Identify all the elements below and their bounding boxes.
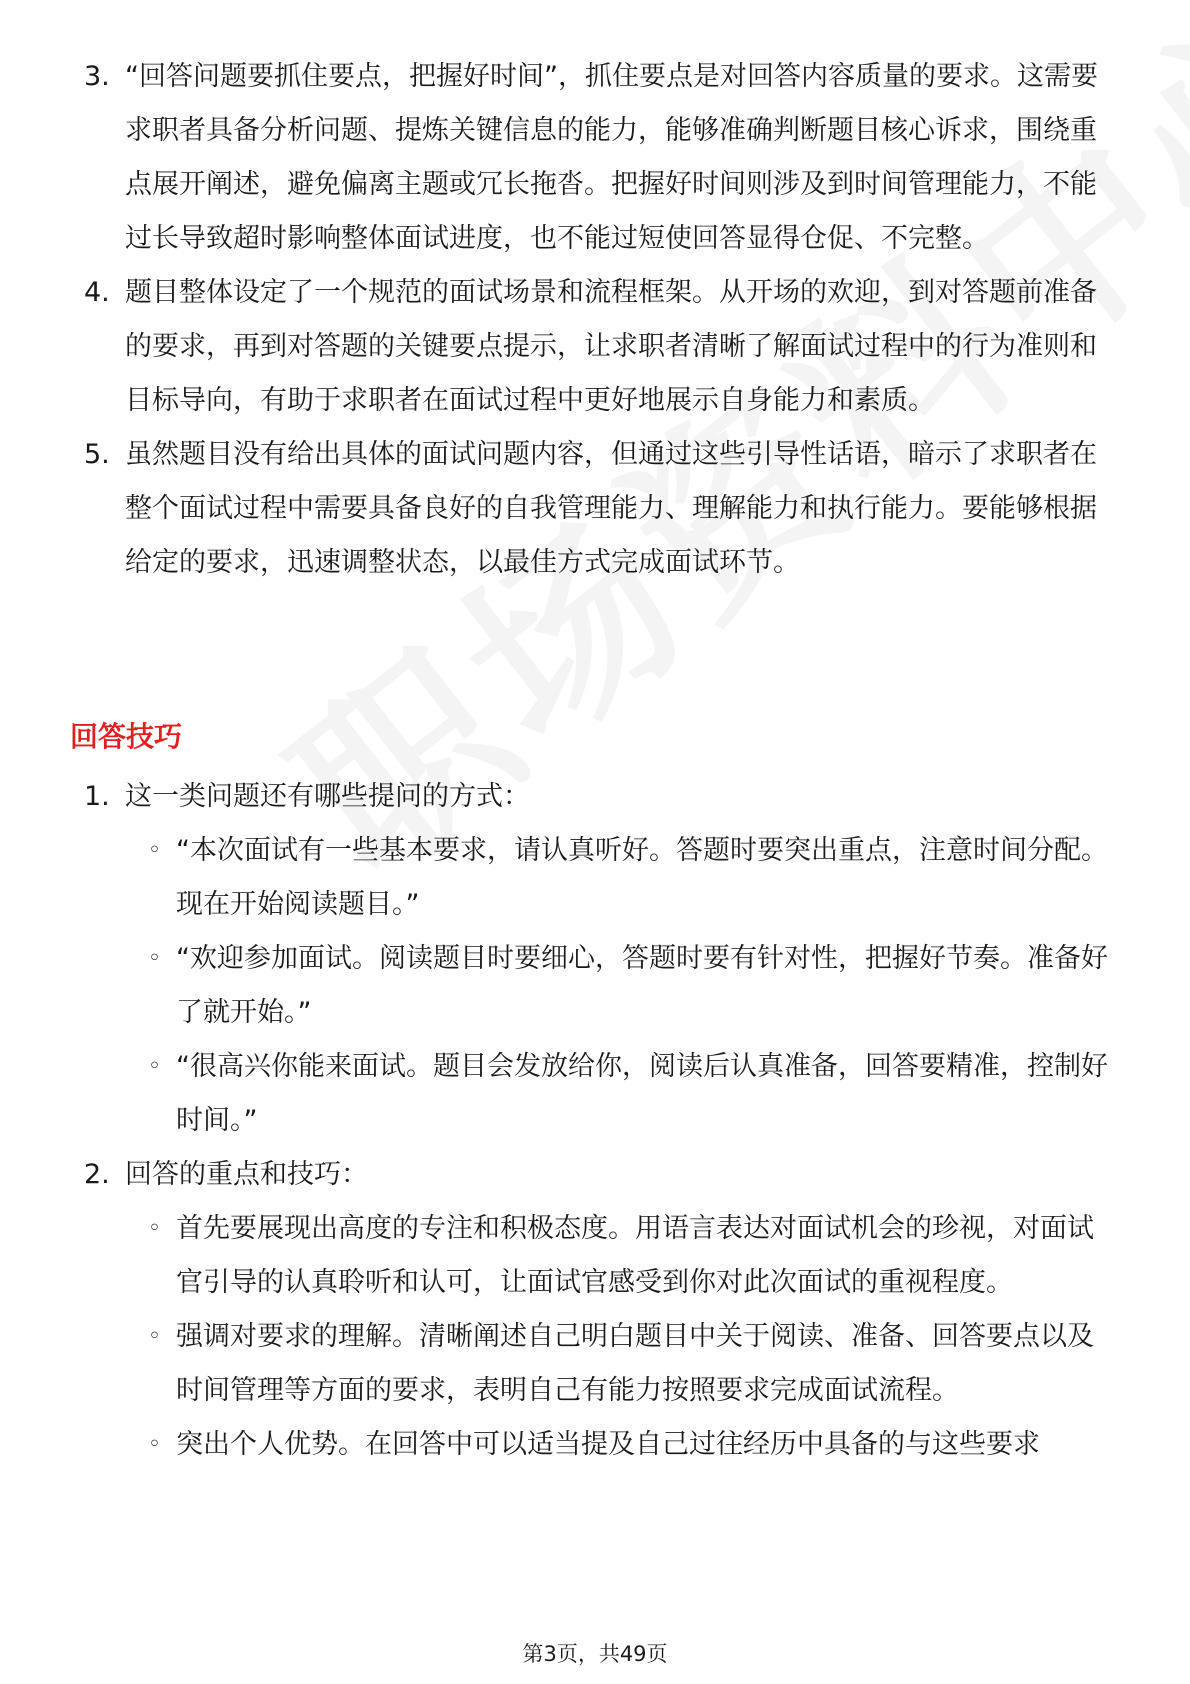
item-text: “回答问题要抓住要点，把握好时间”，抓住要点是对回答内容质量的要求。这需要求职者具备分析问题、提炼关键信息的能力，能够准确判断题目核心诉求，围绕重点展开阐述，避免偏离主题或冗长拖沓。把握好时间则涉及到时间管理能力，不能过长导致超时影响整体面试进度，也不能过短使回答显得仓促、不完整。 xyxy=(125,61,1098,254)
item-text: 回答的重点和技巧： xyxy=(125,1159,368,1190)
item-number: 2. xyxy=(84,1159,110,1190)
item-number: 1. xyxy=(84,781,110,812)
item-number: 3. xyxy=(84,61,110,92)
sub-item xyxy=(0,824,1190,932)
bullet-icon: ◦ xyxy=(148,1324,161,1349)
list-item-2 xyxy=(0,1148,1190,1202)
item-number: 5. xyxy=(84,439,110,470)
section-heading: 回答技巧 xyxy=(70,720,183,753)
item-text: 题目整体设定了一个规范的面试场景和流程框架。从开场的欢迎，到对答题前准备的要求，再到对答题的关键要点提示，让求职者清晰了解面试过程中的行为准则和目标导向，有助于求职者在面试过程中更好地展示自身能力和素质。 xyxy=(125,277,1097,416)
bullet-icon: ◦ xyxy=(148,838,161,863)
page-footer: 第3页，共49页 xyxy=(522,1642,668,1666)
item-number: 4. xyxy=(84,277,110,308)
sub-item-text: 强调对要求的理解。清晰阐述自己明白题目中关于阅读、准备、回答要点以及时间管理等方面的要求，表明自己有能力按照要求完成面试流程。 xyxy=(176,1321,1094,1406)
sub-item-text: “本次面试有一些基本要求，请认真听好。答题时要突出重点，注意时间分配。现在开始阅读题目。” xyxy=(176,835,1108,920)
item-text: 这一类问题还有哪些提问的方式： xyxy=(125,781,530,812)
sub-item xyxy=(0,1202,1190,1310)
sub-item xyxy=(0,1418,1190,1472)
bullet-icon: ◦ xyxy=(148,1432,161,1457)
sub-item-text: 突出个人优势。在回答中可以适当提及自己过往经历中具备的与这些要求 xyxy=(176,1429,1040,1460)
sub-item-text: “欢迎参加面试。阅读题目时要细心，答题时要有针对性，把握好节奏。准备好了就开始。” xyxy=(176,943,1108,1028)
sub-item-text: 首先要展现出高度的专注和积极态度。用语言表达对面试机会的珍视，对面试官引导的认真聆听和认可，让面试官感受到你对此次面试的重视程度。 xyxy=(176,1213,1094,1298)
sub-item xyxy=(0,1040,1190,1148)
item-text: 虽然题目没有给出具体的面试问题内容，但通过这些引导性话语，暗示了求职者在整个面试过程中需要具备良好的自我管理能力、理解能力和执行能力。要能够根据给定的要求，迅速调整状态，以最佳方式完成面试环节。 xyxy=(125,439,1097,578)
list-item-3 xyxy=(0,50,1190,266)
list-item-1 xyxy=(0,770,1190,824)
bullet-icon: ◦ xyxy=(148,1216,161,1241)
sub-item-text: “很高兴你能来面试。题目会发放给你，阅读后认真准备，回答要精准，控制好时间。” xyxy=(176,1051,1108,1136)
sub-item xyxy=(0,932,1190,1040)
list-item-4 xyxy=(0,266,1190,428)
list-item-5 xyxy=(0,428,1190,590)
numbered-list-continued xyxy=(0,50,1190,590)
bullet-icon: ◦ xyxy=(148,1054,161,1079)
sub-item xyxy=(0,1310,1190,1418)
tips-list xyxy=(0,770,1190,1472)
bullet-icon: ◦ xyxy=(148,946,161,971)
